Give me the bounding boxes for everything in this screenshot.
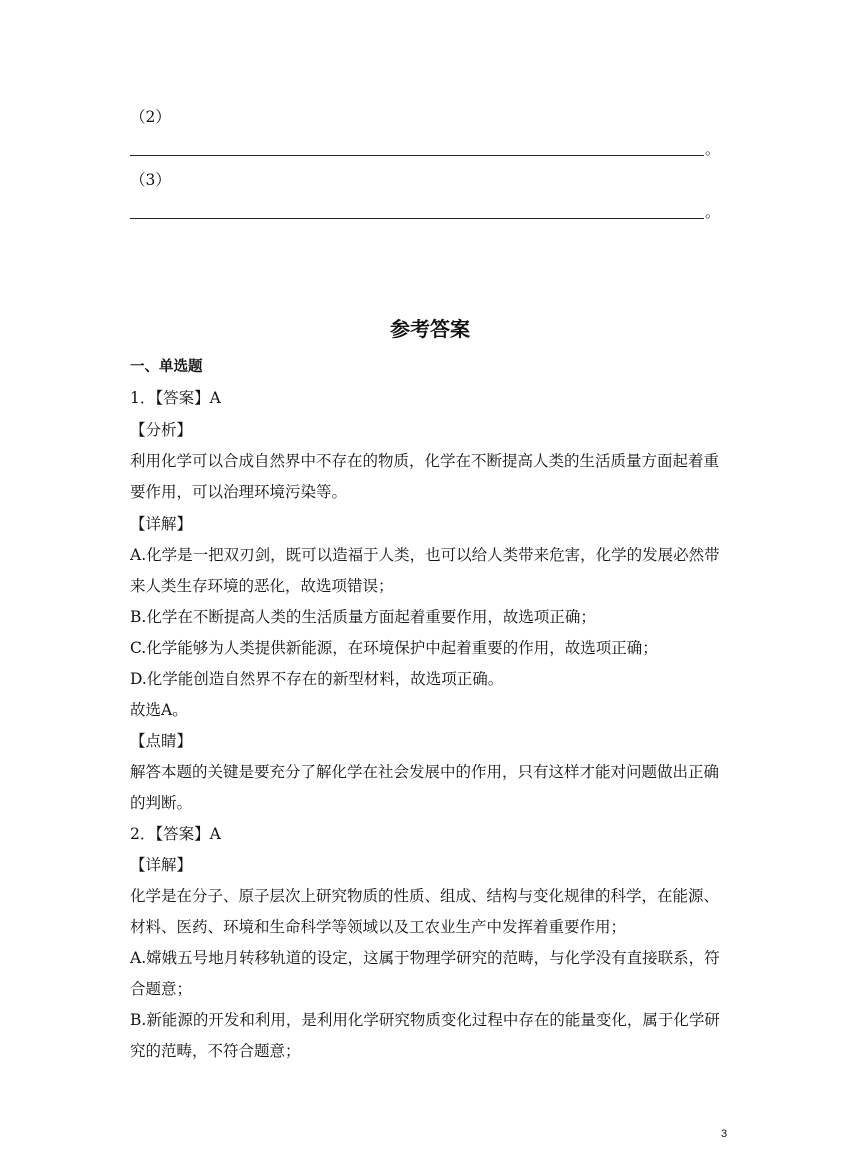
answer-blank-3[interactable] (130, 204, 704, 219)
section-heading: 一、单选题 (130, 359, 203, 375)
answer-line: 究的范畴，不符合题意； (130, 1042, 301, 1060)
answer-line: D.化学能创造自然界不存在的新型材料，故选项正确。 (130, 670, 504, 688)
answer-line: B.新能源的开发和利用，是利用化学研究物质变化过程中存在的能量变化，属于化学研 (130, 1011, 720, 1029)
answer-line: 解答本题的关键是要充分了解化学在社会发展中的作用，只有这样才能对问题做出正确 (130, 763, 720, 781)
answer-blank-2-end: 。 (705, 140, 721, 158)
answer-line: C.化学能够为人类提供新能源，在环境保护中起着重要的作用，故选项正确； (130, 639, 658, 657)
answer-line: 化学是在分子、原子层次上研究物质的性质、组成、结构与变化规律的科学，在能源、 (130, 887, 720, 905)
question-item-2-label: （2） (130, 108, 171, 126)
answer-line: 要作用，可以治理环境污染等。 (130, 483, 348, 501)
answer-line: 【分析】 (130, 421, 193, 439)
answer-line: 材料、医药、环境和生命科学等领域以及工农业生产中发挥着重要作用； (130, 918, 627, 936)
answer-line: 利用化学可以合成自然界中不存在的物质，化学在不断提高人类的生活质量方面起着重 (130, 452, 720, 470)
answer-line: 1．【答案】A (130, 389, 221, 407)
answer-blank-2[interactable] (130, 141, 704, 156)
answer-line: B.化学在不断提高人类的生活质量方面起着重要作用，故选项正确； (130, 608, 596, 626)
answer-line: 合题意； (130, 980, 193, 998)
question-item-3-label: （3） (130, 171, 171, 189)
answer-line: A.嫦娥五号地月转移轨道的设定，这属于物理学研究的范畴，与化学没有直接联系，符 (130, 949, 720, 967)
answer-line: 2．【答案】A (130, 825, 221, 843)
answer-blank-3-end: 。 (705, 203, 721, 221)
answer-line: 故选A。 (130, 701, 188, 719)
page-number: 3 (721, 1128, 728, 1140)
answer-line: 【详解】 (130, 856, 193, 874)
answer-line: 【点睛】 (130, 732, 193, 750)
answers-title: 参考答案 (390, 317, 470, 341)
answer-line: 【详解】 (130, 515, 193, 533)
answer-line: A.化学是一把双刃剑，既可以造福于人类，也可以给人类带来危害，化学的发展必然带 (130, 546, 720, 564)
answer-line: 来人类生存环境的恶化，故选项错误； (130, 577, 394, 595)
answer-line: 的判断。 (130, 794, 193, 812)
